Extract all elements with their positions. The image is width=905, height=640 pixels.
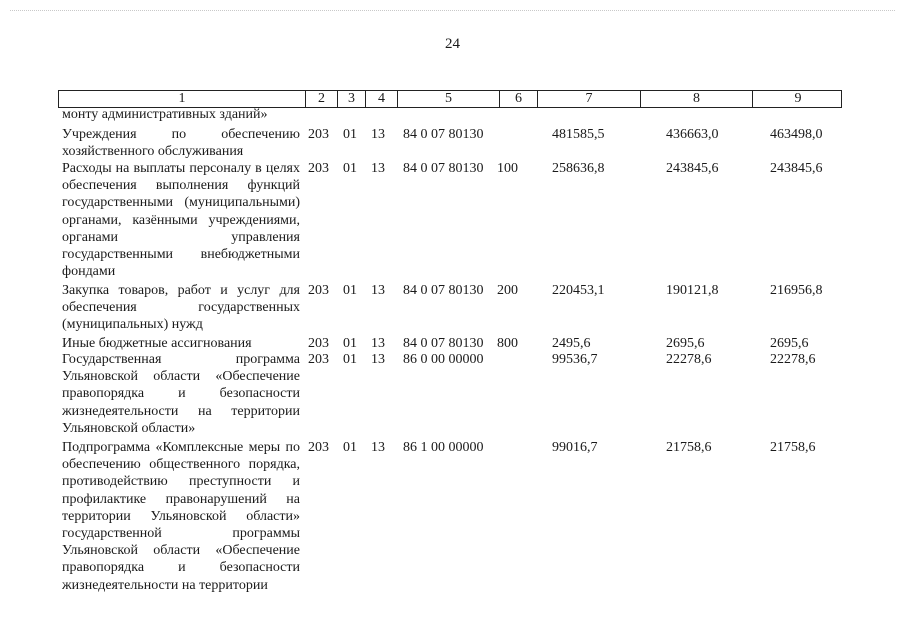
cell-col-4: 13 — [371, 440, 385, 455]
cell-col-5: 86 0 00 00000 — [403, 352, 484, 367]
cell-col-7: 99536,7 — [552, 352, 598, 367]
row-name: Закупка товаров, работ и услуг для обеспечения государственных (муниципальных) нужд — [62, 283, 300, 333]
cell-col-9: 21758,6 — [770, 440, 816, 455]
cell-col-7: 481585,5 — [552, 127, 605, 142]
cell-col-9: 463498,0 — [770, 127, 823, 142]
cell-col-2: 203 — [308, 336, 329, 351]
cell-col-9: 22278,6 — [770, 352, 816, 367]
column-header-1: 1 — [178, 91, 186, 106]
cell-col-4: 13 — [371, 352, 385, 367]
cell-col-8: 22278,6 — [666, 352, 712, 367]
cell-col-8: 21758,6 — [666, 440, 712, 455]
cell-col-2: 203 — [308, 127, 329, 142]
row-name: Учреждения по обеспечению хозяйственного обслуживания — [62, 127, 300, 160]
cell-col-5: 84 0 07 80130 — [403, 283, 484, 298]
row-name: Государственная программа Ульяновской области «Обеспечение правопорядка и безопасности жизнедеятельности на территории Ульяновской области» — [62, 352, 300, 436]
cell-col-3: 01 — [343, 336, 357, 351]
column-header-5: 5 — [397, 91, 499, 107]
cell-col-5: 86 1 00 00000 — [403, 440, 484, 455]
cell-col-6: 100 — [497, 161, 518, 176]
cell-col-9: 243845,6 — [770, 161, 823, 176]
scan-border-noise — [10, 10, 895, 11]
column-header-3: 3 — [337, 91, 365, 107]
cell-col-5: 84 0 07 80130 — [403, 336, 484, 351]
cell-col-4: 13 — [371, 283, 385, 298]
row-name: монту административных зданий» — [62, 107, 268, 122]
cell-col-6: 200 — [497, 283, 518, 298]
column-header-8: 8 — [640, 91, 752, 107]
cell-col-4: 13 — [371, 127, 385, 142]
row-name: Расходы на выплаты персоналу в целях обеспечения выполнения функций государственными (муниципальными) органами, казёнными учреждениями, органами управления государственными внебюджетными фондами — [62, 161, 300, 280]
cell-col-3: 01 — [343, 440, 357, 455]
cell-col-4: 13 — [371, 161, 385, 176]
column-header-4: 4 — [365, 91, 397, 107]
cell-col-5: 84 0 07 80130 — [403, 127, 484, 142]
column-header-2: 2 — [305, 91, 337, 107]
cell-col-2: 203 — [308, 440, 329, 455]
cell-col-2: 203 — [308, 283, 329, 298]
cell-col-2: 203 — [308, 352, 329, 367]
cell-col-2: 203 — [308, 161, 329, 176]
cell-col-3: 01 — [343, 127, 357, 142]
cell-col-8: 2695,6 — [666, 336, 705, 351]
cell-col-4: 13 — [371, 336, 385, 351]
cell-col-9: 216956,8 — [770, 283, 823, 298]
cell-col-9: 2695,6 — [770, 336, 809, 351]
column-header-9: 9 — [752, 91, 843, 107]
cell-col-7: 2495,6 — [552, 336, 591, 351]
column-header-7: 7 — [537, 91, 640, 107]
page-number: 24 — [445, 36, 460, 52]
cell-col-3: 01 — [343, 283, 357, 298]
cell-col-7: 99016,7 — [552, 440, 598, 455]
cell-col-7: 220453,1 — [552, 283, 605, 298]
cell-col-6: 800 — [497, 336, 518, 351]
cell-col-3: 01 — [343, 161, 357, 176]
row-name: Иные бюджетные ассигнования — [62, 336, 252, 351]
cell-col-8: 190121,8 — [666, 283, 719, 298]
row-name: Подпрограмма «Комплексные меры по обеспечению общественного порядка, противодействию преступности и профилактике правонарушений на территории Ульяновской области» государственной программы Ульяновской области «Обеспечение правопорядка и безопасности жизнедеятельности на территории — [62, 440, 300, 593]
cell-col-3: 01 — [343, 352, 357, 367]
cell-col-5: 84 0 07 80130 — [403, 161, 484, 176]
column-header-6: 6 — [499, 91, 537, 107]
cell-col-7: 258636,8 — [552, 161, 605, 176]
cell-col-8: 436663,0 — [666, 127, 719, 142]
cell-col-8: 243845,6 — [666, 161, 719, 176]
